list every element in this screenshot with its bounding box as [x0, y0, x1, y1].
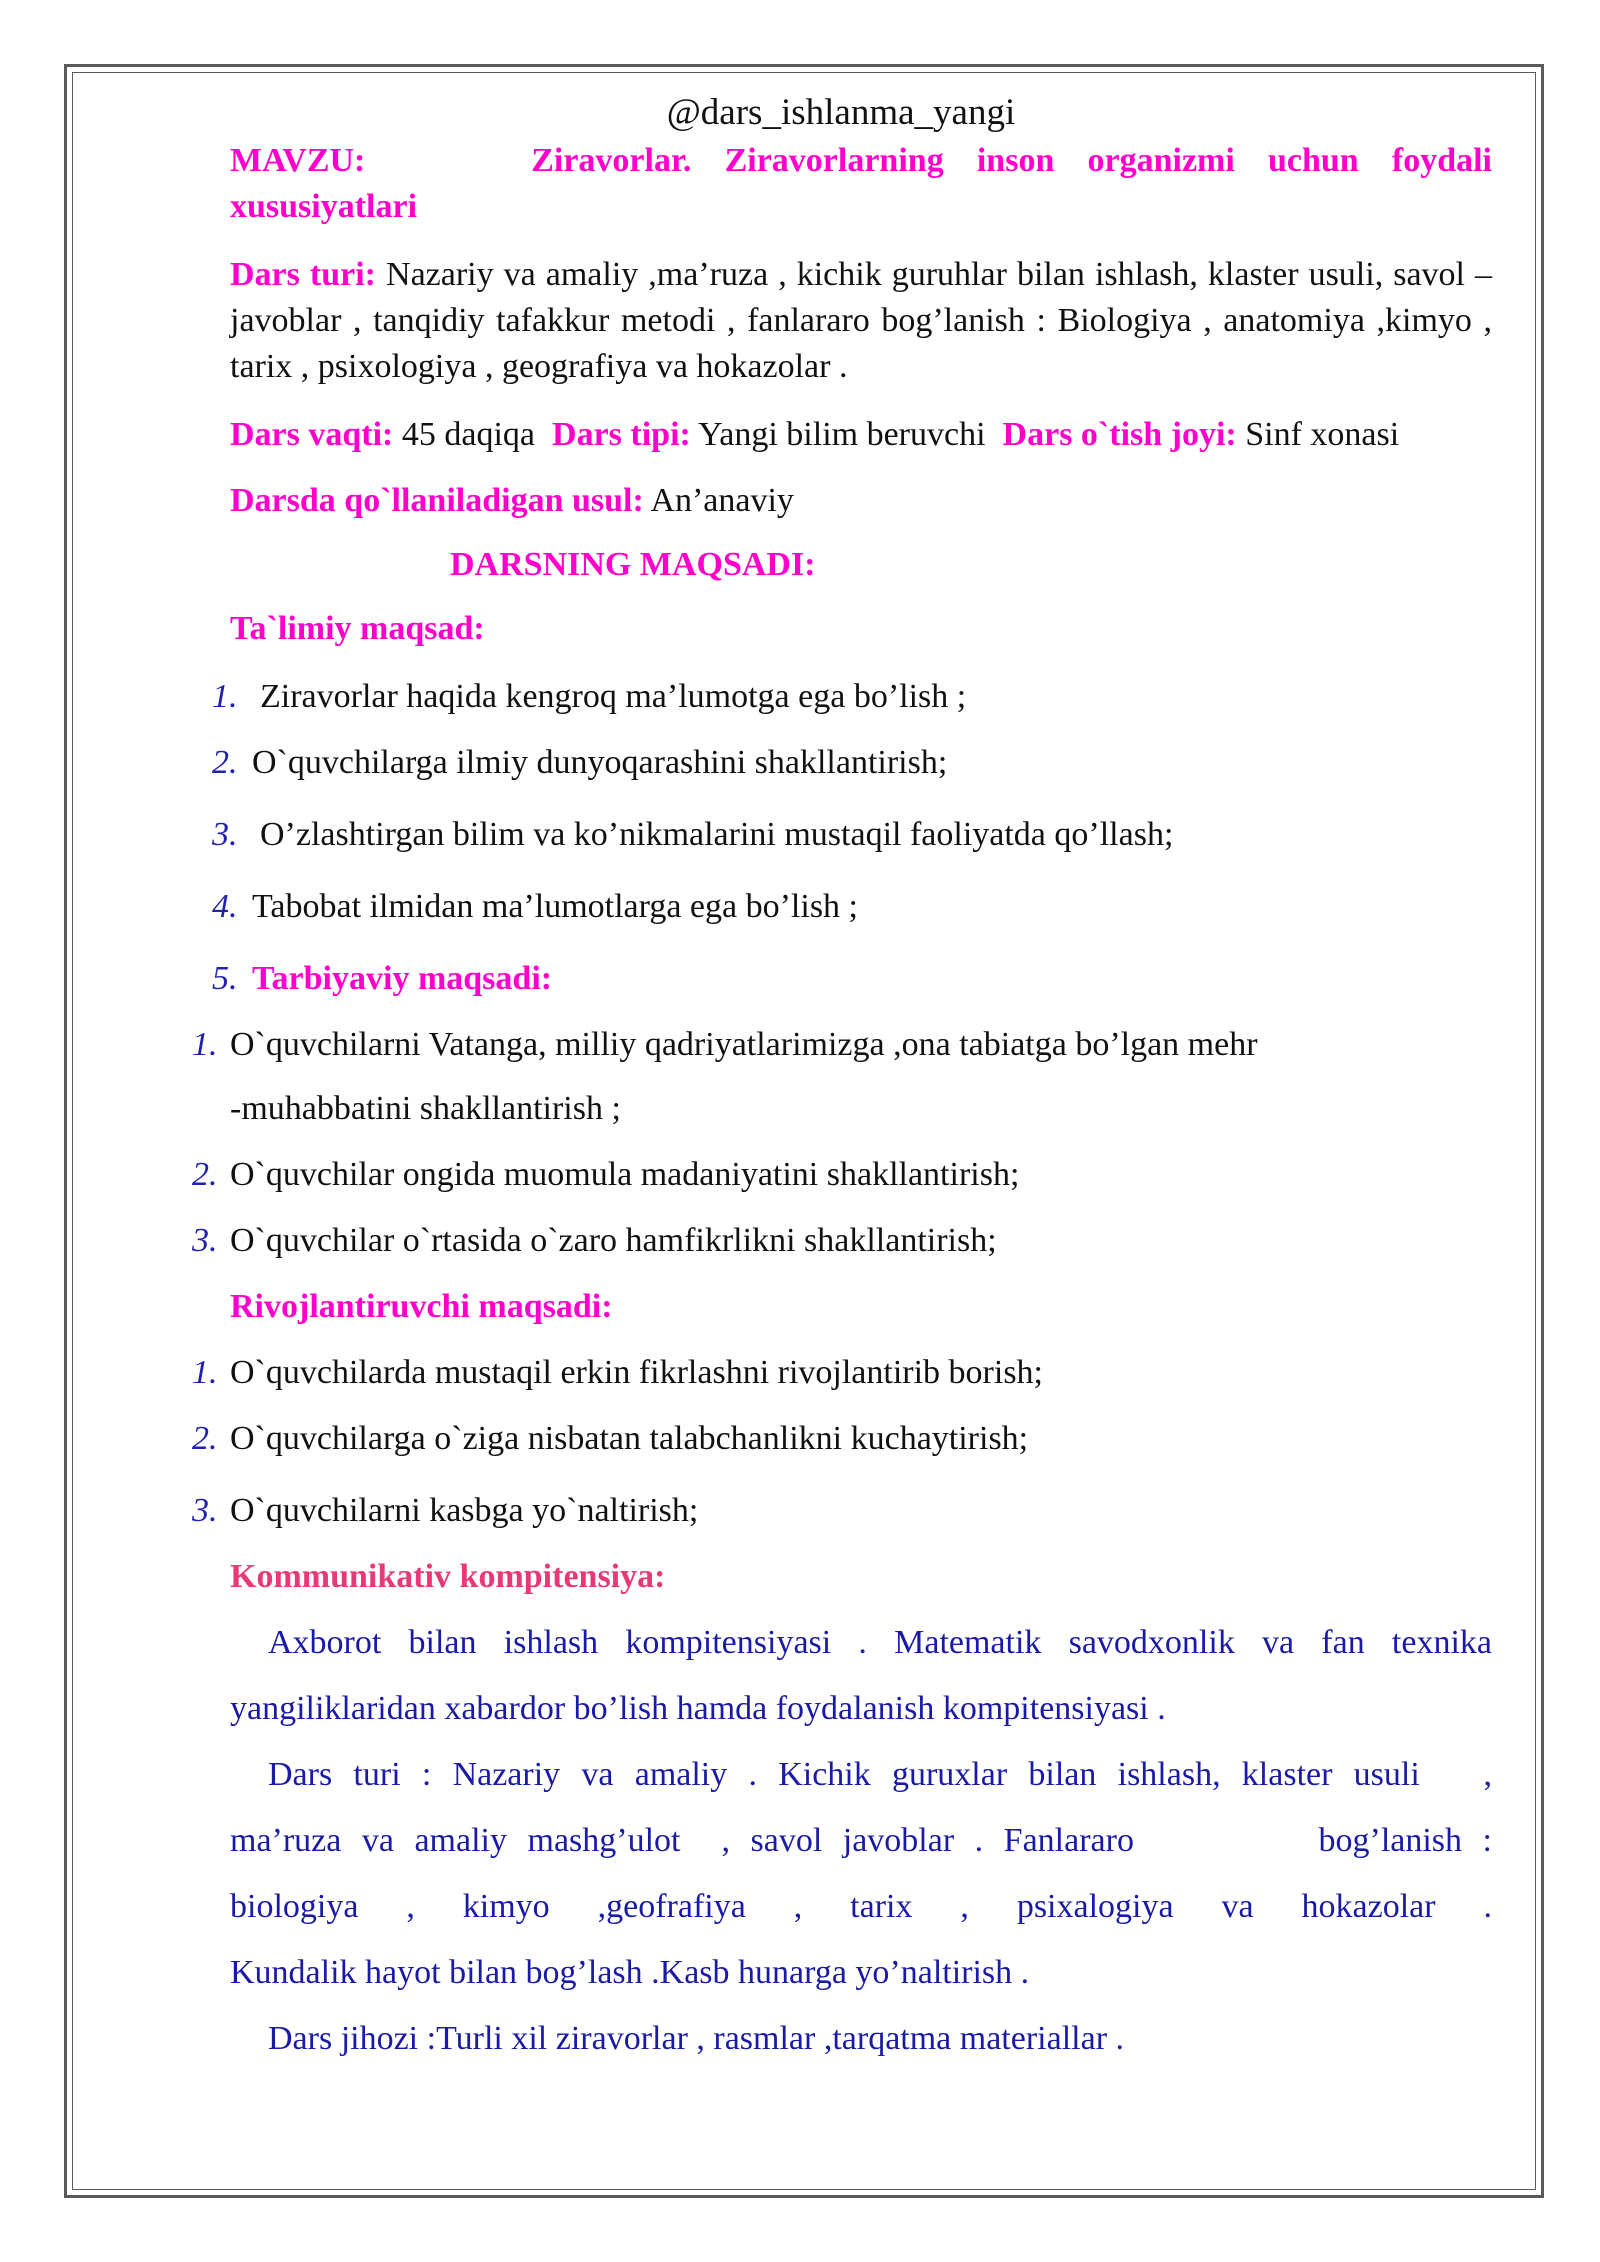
- list-item: 3. O`quvchilar o`rtasida o`zaro hamfikrlikni shakllantirish;: [192, 1222, 997, 1259]
- text-line: Kundalik hayot bilan bog’lash .Kasb hunarga yo’naltirish .: [230, 1954, 1030, 1991]
- list-item: 2. O`quvchilar ongida muomula madaniyatini shakllantirish;: [192, 1156, 1020, 1193]
- usul-block: [230, 478, 1492, 524]
- kommunikativ-text: [230, 1620, 1492, 2062]
- talimiy-label: Ta`limiy maqsad:: [230, 610, 485, 647]
- dars-turi-label: Dars turi:: [230, 256, 376, 293]
- list-item: 1. Ziravorlar haqida kengroq ma’lumotga ega bo’lish ;: [212, 678, 967, 715]
- tarbiyaviy-heading: 5. Tarbiyaviy maqsadi:: [212, 960, 553, 997]
- dars-tipi-label: Dars tipi:: [552, 416, 691, 453]
- list-item: 1. O`quvchilarni Vatanga, milliy qadriyatlarimizga ,ona tabiatga bo’lgan mehr: [192, 1026, 1258, 1063]
- text-line: yangiliklaridan xabardor bo’lish hamda foydalanish kompitensiyasi .: [230, 1690, 1166, 1727]
- list-item: 3. O’zlashtirgan bilim va ko’nikmalarini mustaqil faoliyatda qo’llash;: [212, 816, 1174, 853]
- tarbiyaviy-list: [192, 1022, 1492, 1264]
- mavzu-title-cont: xususiyatlari: [230, 188, 418, 225]
- dars-joyi-label: Dars o`tish joyi:: [1002, 416, 1237, 453]
- dars-tipi-value: Yangi bilim beruvchi: [698, 416, 986, 453]
- rivoj-label: Rivojlantiruvchi maqsadi:: [230, 1288, 613, 1325]
- text-line: Dars turi : Nazariy va amaliy . Kichik guruxlar bilan ishlash, klaster usuli ,: [268, 1756, 1492, 1793]
- dars-vaqti-label: Dars vaqti:: [230, 416, 394, 453]
- talimiy-list: [212, 674, 1492, 1002]
- text-line: Dars jihozi :Turli xil ziravorlar , rasmlar ,tarqatma materiallar .: [268, 2020, 1125, 2057]
- list-item: 4. Tabobat ilmidan ma’lumotlarga ega bo’lish ;: [212, 888, 859, 925]
- document-body: [192, 88, 1493, 2062]
- maqsad-title: DARSNING MAQSADI:: [450, 546, 816, 583]
- rivoj-list: [192, 1350, 1492, 1534]
- usul-value: An’anaviy: [650, 482, 794, 519]
- text-line: ma’ruza va amaliy mashg’ulot , savol javoblar . Fanlararo bog’lanish :: [230, 1822, 1492, 1859]
- dars-turi-text: Nazariy va amaliy ,ma’ruza , kichik guruhlar bilan ishlash, klaster usuli, savol – javoblar , tanqidiy tafakkur metodi , fanlararo bog’lanish : Biologiya , anatomiya ,kimyo , tarix , psixologiya , geografiya va hokazolar .: [230, 256, 1493, 385]
- usul-label: Darsda qo`llaniladigan usul:: [230, 482, 644, 519]
- mavzu-block: [230, 138, 1492, 230]
- dars-vaqti-value: 45 daqiqa: [401, 416, 536, 453]
- mavzu-label: MAVZU:: [230, 142, 366, 179]
- page-header: @dars_ishlanma_yangi: [666, 92, 1016, 133]
- list-item-cont: -muhabbatini shakllantirish ;: [230, 1090, 621, 1127]
- list-item: 2. O`quvchilarga ilmiy dunyoqarashini shakllantirish;: [212, 744, 948, 781]
- list-item: 3. O`quvchilarni kasbga yo`naltirish;: [192, 1492, 699, 1529]
- list-item: 1. O`quvchilarda mustaqil erkin fikrlashni rivojlantirib borish;: [192, 1354, 1043, 1391]
- text-line: biologiya , kimyo ,geofrafiya , tarix , psixalogiya va hokazolar .: [230, 1888, 1492, 1925]
- mavzu-title: Ziravorlar. Ziravorlarning inson organizmi uchun foydali: [531, 142, 1493, 179]
- list-item: 2. O`quvchilarga o`ziga nisbatan talabchanlikni kuchaytirish;: [192, 1420, 1029, 1457]
- kommunikativ-label: Kommunikativ kompitensiya:: [230, 1558, 666, 1595]
- dars-vaqti-block: [230, 412, 1492, 458]
- dars-turi-block: [230, 252, 1492, 390]
- dars-joyi-value: Sinf xonasi: [1245, 416, 1400, 453]
- text-line: Axborot bilan ishlash kompitensiyasi . Matematik savodxonlik va fan texnika: [268, 1624, 1492, 1661]
